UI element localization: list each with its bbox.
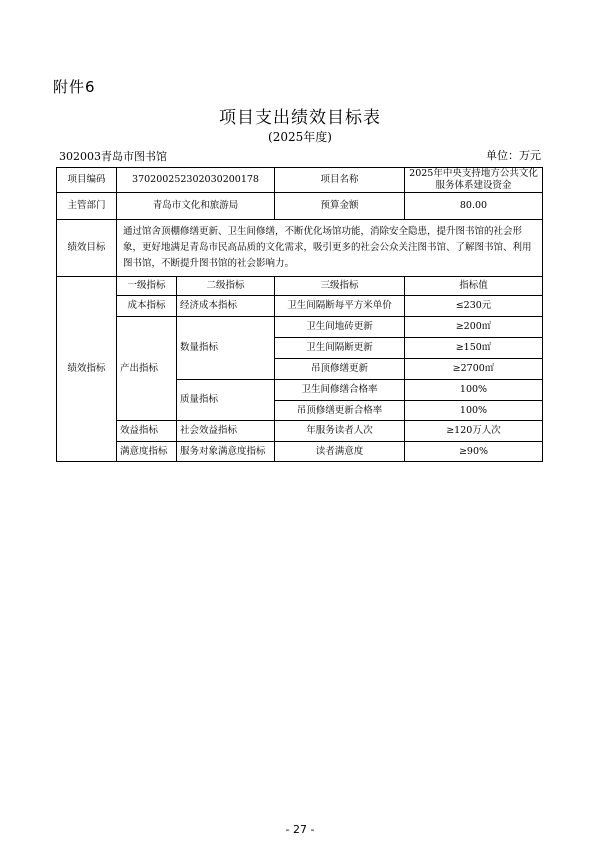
project-name-label: 项目名称 — [275, 168, 405, 193]
department-value: 青岛市文化和旅游局 — [117, 193, 275, 220]
project-code-row — [57, 168, 543, 193]
level2-economic-cost: 经济成本指标 — [177, 296, 275, 317]
level3-cell: 读者满意度 — [275, 442, 405, 462]
level2-service-satisfaction: 服务对象满意度指标 — [177, 442, 275, 462]
header-level3: 三级指标 — [275, 277, 405, 296]
indicators-section-label: 绩效指标 — [57, 277, 117, 462]
value-cell: ≥150㎡ — [405, 338, 543, 359]
document-title: 项目支出绩效目标表 — [219, 108, 381, 128]
indicator-header-row — [57, 277, 543, 296]
value-cell: ≥90% — [405, 442, 543, 462]
level3-cell: 卫生间隔断每平方米单价 — [275, 296, 405, 317]
value-cell: ≥120万人次 — [405, 421, 543, 442]
level3-cell: 卫生间地砖更新 — [275, 317, 405, 338]
level3-cell: 吊顶修缮更新 — [275, 359, 405, 380]
level1-cost: 成本指标 — [117, 296, 177, 317]
budget-value: 80.00 — [405, 193, 543, 220]
header-level2: 二级指标 — [177, 277, 275, 296]
level3-cell: 吊顶修缮更新合格率 — [275, 401, 405, 421]
level2-quantity: 数量指标 — [177, 317, 275, 380]
indicator-row — [57, 442, 543, 462]
goal-text: 通过馆舍顶棚修缮更新、卫生间修缮，不断优化场馆功能，消除安全隐患，提升图书馆的社会形象，更好地满足青岛市民高品质的文化需求，吸引更多的社会公众关注图书馆、了解图书馆、利用图书馆，不断提升图书馆的社会影响力。 — [117, 220, 543, 277]
indicator-row — [57, 317, 543, 338]
level3-cell: 年服务读者人次 — [275, 421, 405, 442]
currency-unit: 单位：万元 — [486, 149, 541, 162]
value-cell: ≥200㎡ — [405, 317, 543, 338]
value-cell: ≤230元 — [405, 296, 543, 317]
value-cell: 100% — [405, 380, 543, 401]
level1-benefit: 效益指标 — [117, 421, 177, 442]
project-code-label: 项目编码 — [57, 168, 117, 193]
indicator-row — [57, 296, 543, 317]
page-number: - 27 - — [285, 823, 315, 836]
organization-name: 302003青岛市图书馆 — [59, 150, 167, 163]
level1-output: 产出指标 — [117, 317, 177, 421]
project-code-value: 37020025230203020017​8 — [117, 168, 275, 193]
indicator-row — [57, 421, 543, 442]
value-cell: ≥2700㎡ — [405, 359, 543, 380]
project-name-value: 2025年中央支持地方公共文化服务体系建设资金 — [405, 168, 543, 193]
level3-cell: 卫生间修缮合格率 — [275, 380, 405, 401]
level3-cell: 卫生间隔断更新 — [275, 338, 405, 359]
value-cell: 100% — [405, 401, 543, 421]
level2-social-benefit: 社会效益指标 — [177, 421, 275, 442]
performance-goal-table — [56, 167, 543, 462]
department-label: 主管部门 — [57, 193, 117, 220]
goal-row — [57, 220, 543, 277]
goal-label: 绩效目标 — [57, 220, 117, 277]
level2-quality: 质量指标 — [177, 380, 275, 421]
fiscal-year: (2025年度) — [268, 130, 332, 144]
level1-satisfaction: 满意度指标 — [117, 442, 177, 462]
header-level1: 一级指标 — [117, 277, 177, 296]
department-row — [57, 193, 543, 220]
budget-label: 预算金额 — [275, 193, 405, 220]
header-value: 指标值 — [405, 277, 543, 296]
attachment-label: 附件6 — [53, 78, 96, 96]
